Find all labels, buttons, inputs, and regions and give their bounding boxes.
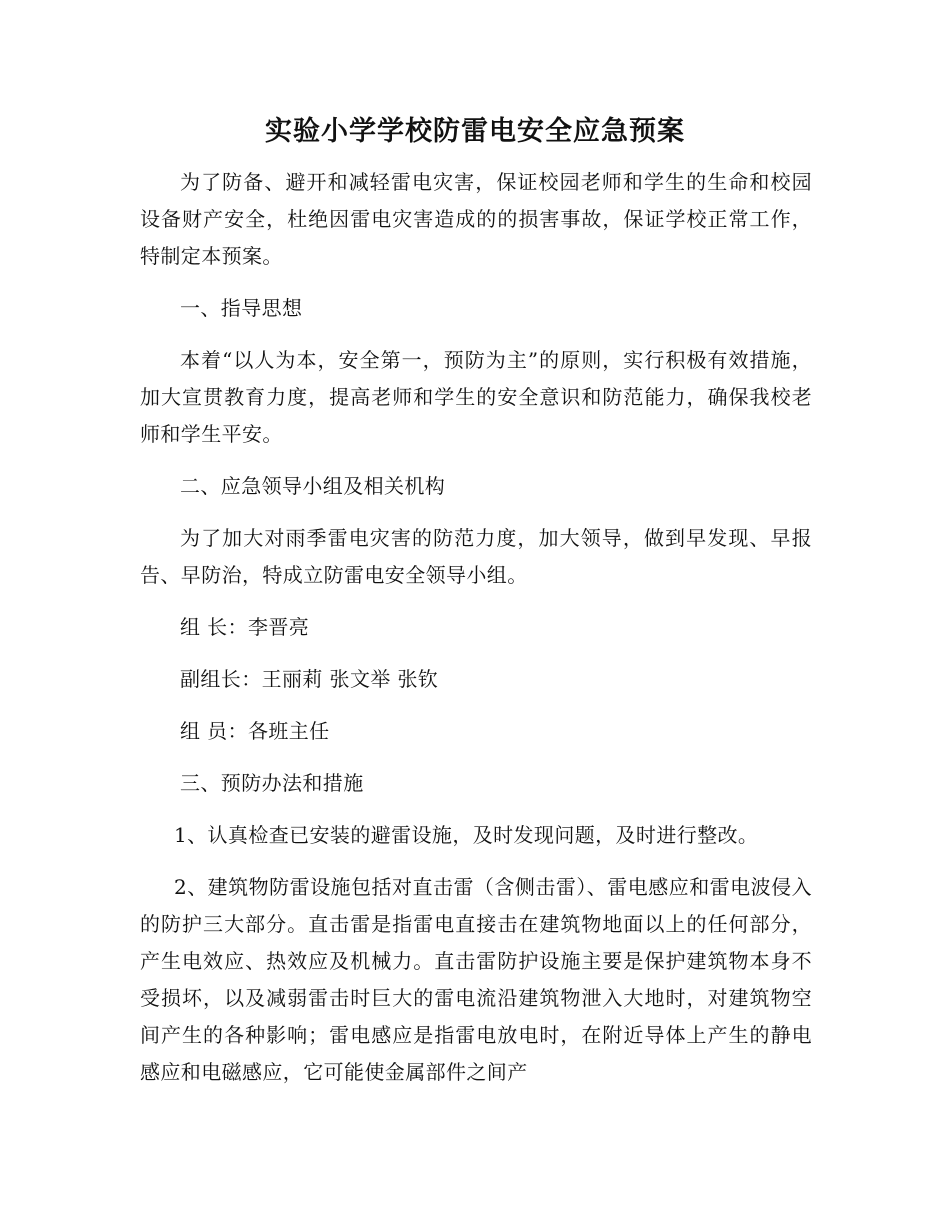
document-title: 实验小学学校防雷电安全应急预案 [265, 116, 685, 147]
leadership-group-paragraph: 为了加大对雨季雷电灾害的防范力度，加大领导，做到早发现、早报告、早防治，特成立防雷电安全领导小组。 [140, 526, 812, 587]
group-leader-line: 组 长：李晋亮 [180, 615, 310, 639]
section-heading-leadership-group: 二、应急领导小组及相关机构 [180, 474, 446, 498]
measure-item-2: 2、建筑物防雷设施包括对直击雷（含侧击雷）、雷电感应和雷电波侵入的防护三大部分。直击雷是指雷电直接击在建筑物地面以上的任何部分，产生电效应、热效应及机械力。直击雷防护设施主要是保护建筑物本身不受损坏，以及减弱雷击时巨大的雷电流沿建筑物泄入大地时，对建筑物空间产生的各种影响；雷电感应是指雷电放电时，在附近导体上产生的静电感应和电磁感应，它可能使金属部件之间产 [140, 875, 812, 1084]
guiding-ideology-paragraph: 本着“以人为本，安全第一，预防为主”的原则，实行积极有效措施，加大宣贯教育力度，提高老师和学生的安全意识和防范能力，确保我校老师和学生平安。 [140, 348, 812, 446]
deputy-leader-line: 副组长：王丽莉 张文举 张钦 [180, 667, 439, 691]
section-heading-prevention-measures: 三、预防办法和措施 [180, 771, 364, 795]
document-body [140, 164, 812, 1091]
intro-paragraph: 为了防备、避开和减轻雷电灾害，保证校园老师和学生的生命和校园设备财产安全，杜绝因雷电灾害造成的的损害事故，保证学校正常工作，特制定本预案。 [140, 170, 812, 268]
group-members-line: 组 员：各班主任 [180, 719, 330, 743]
measure-item-1: 1、认真检查已安装的避雷设施，及时发现问题，及时进行整改。 [174, 823, 759, 847]
section-heading-guiding-ideology: 一、指导思想 [180, 296, 303, 320]
